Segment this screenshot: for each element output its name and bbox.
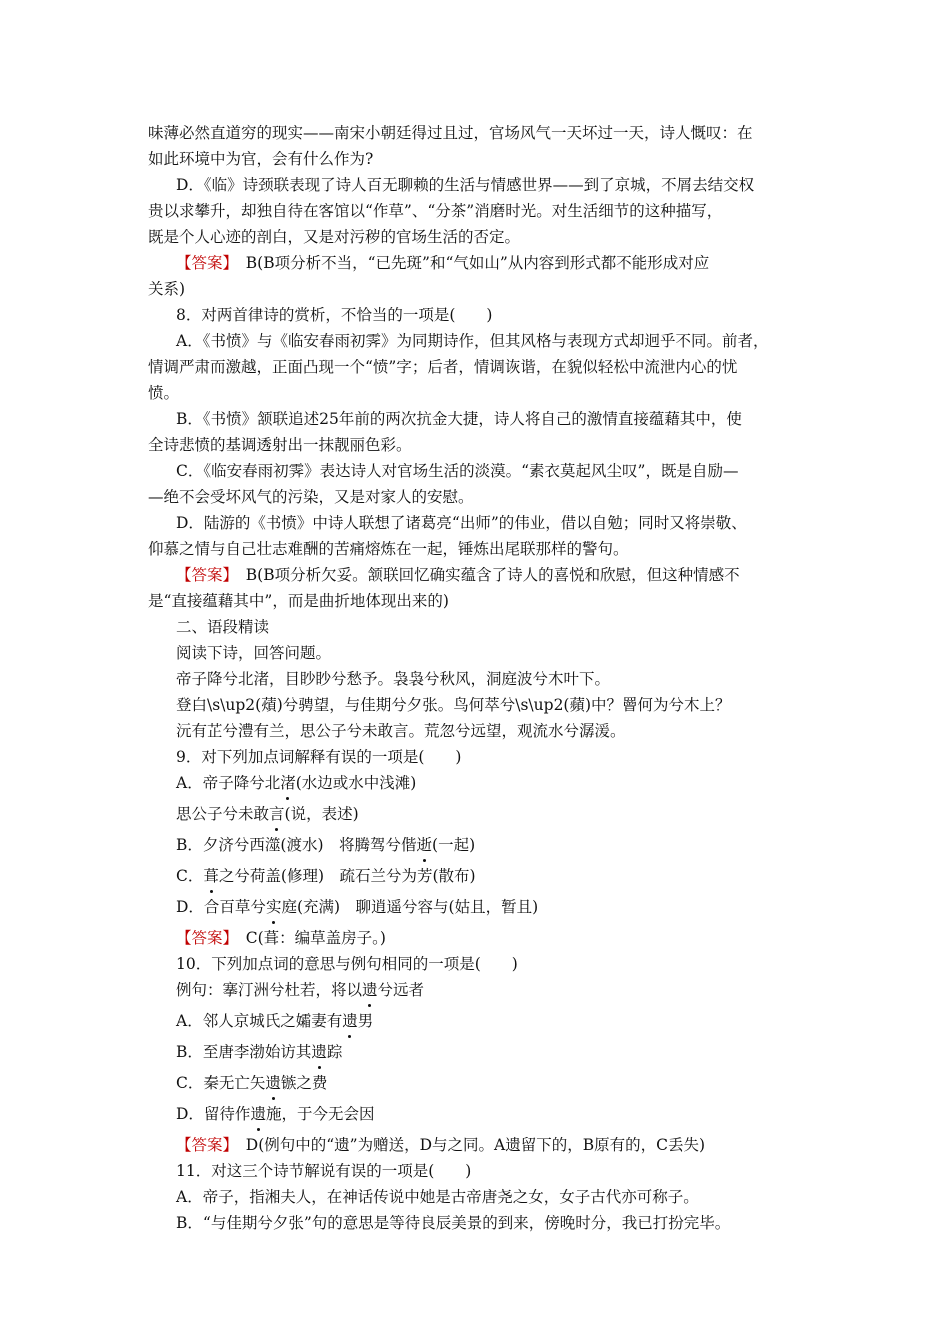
text-line [148, 1158, 818, 1184]
text-line [148, 224, 818, 250]
answer-line [148, 1132, 818, 1158]
text-line [148, 718, 818, 744]
line-text: B(B项分析欠妥。颔联回忆确实蕴含了诗人的喜悦和欣慰，但这种情感不 [230, 566, 740, 584]
line-text: 味薄必然直道穷的现实——南宋小朝廷得过且过，官场风气一天坏过一天，诗人慨叹：在 [148, 124, 753, 142]
text-line [148, 484, 818, 510]
line-text: 贵以求攀升，却独自待在客馆以“作草”、“分茶”消磨时光。对生活细节的这种描写， [148, 202, 723, 220]
text-line [148, 172, 818, 198]
text-line [148, 951, 818, 977]
text-line [148, 588, 818, 614]
text-line [148, 801, 818, 832]
line-text: 登白\s\up2(薠)兮骋望，与佳期兮夕张。鸟何萃兮\s\up2(蘋)中？罾何为兮木上？ [176, 696, 731, 714]
line-text: 关系) [148, 280, 186, 298]
line-text: 既是个人心迹的剖白，又是对污秽的官场生活的否定。 [148, 228, 521, 246]
line-text: —绝不会受坏风气的污染，又是对家人的安慰。 [148, 488, 474, 506]
line-text: B．至唐李渤始访其遗踪 [176, 1043, 342, 1061]
text-line [148, 198, 818, 224]
text-line [148, 354, 818, 380]
line-text: B．《书愤》颔联追述25年前的两次抗金大捷，诗人将自己的激情直接蕴藉其中，使 [176, 410, 742, 428]
text-line [148, 640, 818, 666]
emphasis-dot-char: 遗 [265, 1070, 281, 1096]
line-text: 例句：搴汀洲兮杜若，将以遗兮远者 [176, 981, 424, 999]
line-text: 11．对这三个诗节解说有误的一项是( ) [176, 1162, 472, 1180]
line-text: A．帝子降兮北渚(水边或水中浅滩) [176, 774, 416, 792]
answer-line [148, 562, 818, 588]
text-line [148, 770, 818, 801]
line-text: C．葺之兮荷盖(修理) 疏石兰兮为芳(散布) [176, 867, 476, 885]
emphasis-dot-char: 遗 [250, 1101, 266, 1127]
line-text: 全诗悲愤的基调透射出一抹靓丽色彩。 [148, 436, 412, 454]
text-line [148, 614, 818, 640]
line-text: 阅读下诗，回答问题。 [176, 644, 332, 662]
text-line [148, 1210, 818, 1236]
line-text: D．《临》诗颈联表现了诗人百无聊赖的生活与情感世界——到了京城，不屑去结交权 [176, 176, 755, 194]
line-text: C．《临安春雨初霁》表达诗人对官场生活的淡漠。“素衣莫起风尘叹”，既是自励— [176, 462, 739, 480]
emphasis-dot-char: 葺 [203, 863, 219, 889]
text-line [148, 894, 818, 925]
line-text: C(葺：编草盖房子。) [230, 929, 386, 947]
text-line [148, 432, 818, 458]
line-text: A．帝子，指湘夫人，在神话传说中她是古帝唐尧之女，女子古代亦可称子。 [176, 1188, 699, 1206]
text-line [148, 863, 818, 894]
document-body [148, 120, 818, 1236]
line-text: B(B项分析不当，“已先斑”和“气如山”从内容到形式都不能形成对应 [230, 254, 710, 272]
line-text: 情调严肃而激越，正面凸现一个“愤”字；后者，情调诙谐，在貌似轻松中流泄内心的忧 [148, 358, 738, 376]
answer-label: 【答案】 [176, 929, 231, 947]
text-line [148, 510, 818, 536]
line-text: 10．下列加点词的意思与例句相同的一项是( ) [176, 955, 518, 973]
text-line [148, 977, 818, 1008]
text-line [148, 302, 818, 328]
text-line [148, 666, 818, 692]
text-line [148, 1070, 818, 1101]
emphasis-dot-char: 遗 [342, 1008, 358, 1034]
emphasis-dot-char: 渚 [280, 770, 296, 796]
line-text: 是“直接蕴藉其中”，而是曲折地体现出来的) [148, 592, 449, 610]
line-text: 如此环境中为官，会有什么作为? [148, 150, 374, 168]
text-line [148, 120, 818, 146]
emphasis-dot-char: 遗 [311, 1039, 327, 1065]
text-line [148, 536, 818, 562]
line-text: A．邻人京城氏之孀妻有遗男 [176, 1012, 373, 1030]
emphasis-dot-char: 遗 [362, 977, 378, 1003]
text-line [148, 328, 818, 354]
emphasis-dot-char: 言 [269, 801, 285, 827]
answer-label: 【答案】 [176, 254, 231, 272]
emphasis-dot-char: 实 [266, 894, 282, 920]
text-line [148, 458, 818, 484]
answer-label: 【答案】 [176, 1136, 231, 1154]
line-text: C．秦无亡矢遗镞之费 [176, 1074, 327, 1092]
line-text: D．陆游的《书愤》中诗人联想了诸葛亮“出师”的伟业，借以自勉；同时又将崇敬、 [176, 514, 747, 532]
line-text: B．夕济兮西澨(渡水) 将腾驾兮偕逝(一起) [176, 836, 475, 854]
line-text: A．《书愤》与《临安春雨初霁》为同期诗作，但其风格与表现方式却迥乎不同。前者， [176, 332, 769, 350]
line-text: D(例句中的“遗”为赠送，D与之同。A遗留下的，B原有的，C丢失) [230, 1136, 706, 1154]
line-text: 思公子兮未敢言(说，表述) [176, 805, 359, 823]
line-text: 愤。 [148, 384, 180, 402]
text-line [148, 692, 818, 718]
answer-label: 【答案】 [176, 566, 231, 584]
text-line [148, 1008, 818, 1039]
text-line [148, 832, 818, 863]
line-text: 二、语段精读 [176, 618, 270, 636]
text-line [148, 1184, 818, 1210]
text-line [148, 406, 818, 432]
line-text: 8．对两首律诗的赏析，不恰当的一项是( ) [176, 306, 493, 324]
text-line [148, 276, 818, 302]
answer-line [148, 250, 818, 276]
line-text: 帝子降兮北渚，目眇眇兮愁予。袅袅兮秋风，洞庭波兮木叶下。 [176, 670, 611, 688]
line-text: D．合百草兮实庭(充满) 聊逍遥兮容与(姑且，暂且) [176, 898, 538, 916]
text-line [148, 146, 818, 172]
emphasis-dot-char: 逝 [417, 832, 433, 858]
line-text: 9．对下列加点词解释有误的一项是( ) [176, 748, 462, 766]
text-line [148, 380, 818, 406]
text-line [148, 1039, 818, 1070]
line-text: 沅有芷兮澧有兰，思公子兮未敢言。荒忽兮远望，观流水兮潺湲。 [176, 722, 626, 740]
text-line [148, 744, 818, 770]
line-text: B．“与佳期兮夕张”句的意思是等待良辰美景的到来，傍晚时分，我已打扮完毕。 [176, 1214, 731, 1232]
answer-line [148, 925, 818, 951]
line-text: D．留待作遗施，于今无会因 [176, 1105, 374, 1123]
line-text: 仰慕之情与自己壮志难酬的苦痛熔炼在一起，锤炼出尾联那样的警句。 [148, 540, 629, 558]
text-line [148, 1101, 818, 1132]
